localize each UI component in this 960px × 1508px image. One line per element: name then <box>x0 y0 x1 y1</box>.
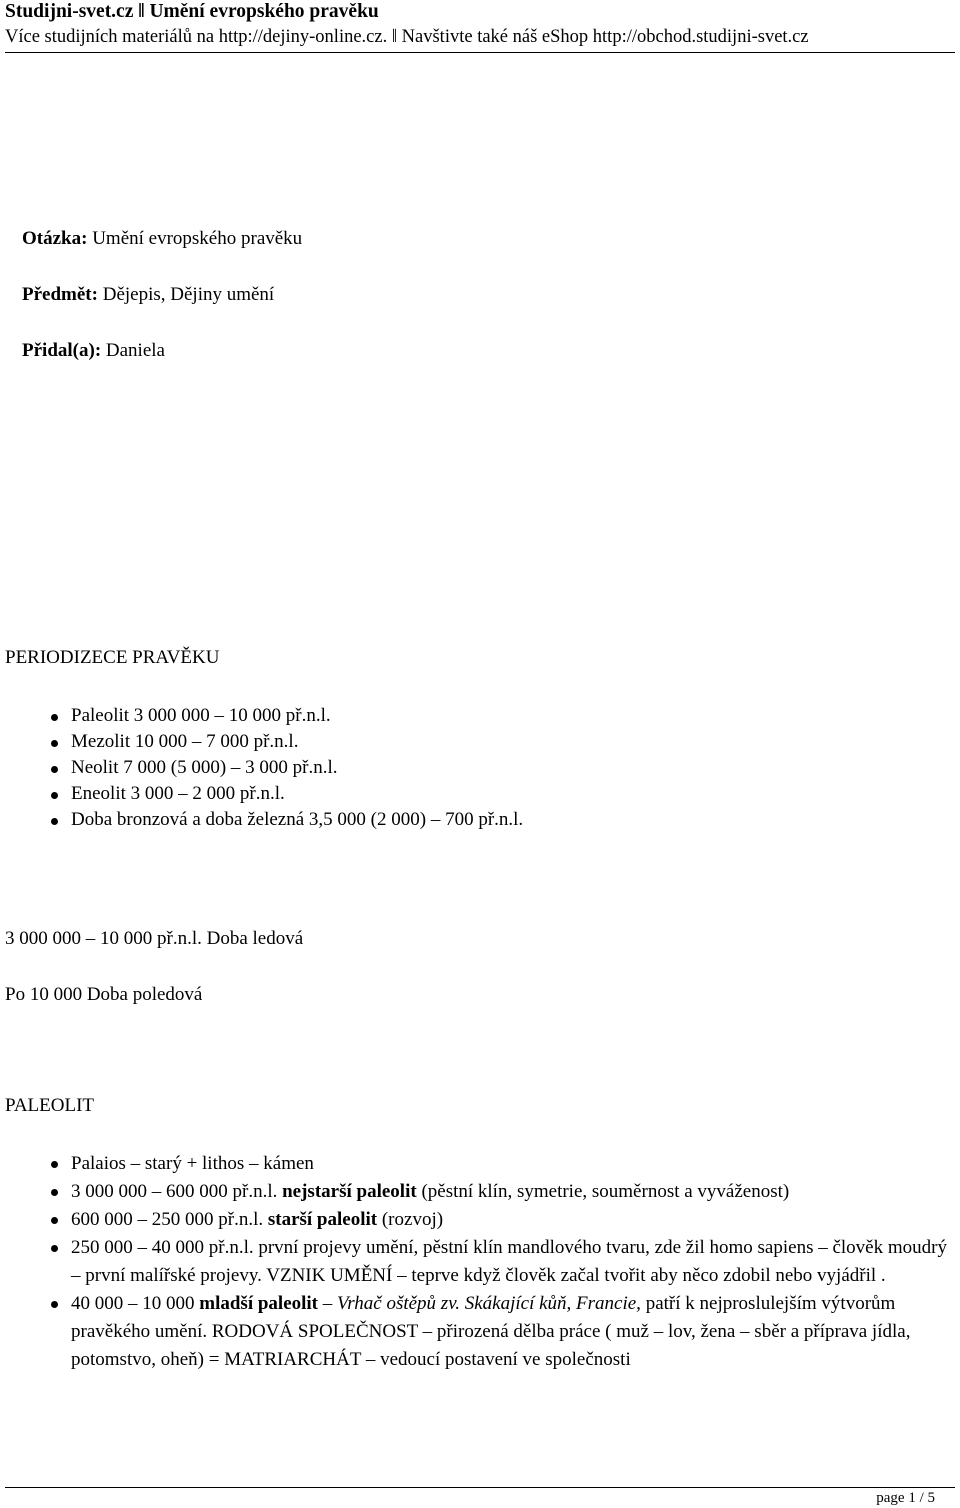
list-item <box>0 1178 960 1206</box>
item-term: mladší paleolit <box>199 1293 319 1314</box>
list-item: 250 000 – 40 000 př.n.l. první projevy umění, pěstní klín mandlového tvaru, zde žil homo sapiens – člověk moudrý – první malířské projevy. VZNIK UMĚNÍ – teprve když člověk začal tvořit aby něco zdobil nebo vyjádřil . <box>0 1234 960 1290</box>
periodization-heading: PERIODIZECE PRAVĚKU <box>5 647 220 668</box>
question-label: Otázka: <box>22 228 88 249</box>
item-text: (pěstní klín, symetrie, souměrnost a vyváženost) <box>416 1181 790 1202</box>
item-text: 3 000 000 – 600 000 př.n.l. <box>71 1181 283 1202</box>
post-ice-age-line: Po 10 000 Doba poledová <box>5 984 203 1005</box>
item-text: 40 000 – 10 000 <box>71 1293 200 1314</box>
item-text: (rozvoj) <box>377 1209 444 1230</box>
subject-value: Dějepis, Dějiny umění <box>102 284 275 305</box>
paleolit-list <box>0 1150 960 1374</box>
header-subtitle: Více studijních materiálů na http://dejiny-online.cz. ǁ Navštivte také náš eShop http://obchod.studijni-svet.cz <box>5 27 809 47</box>
header-divider <box>5 52 955 53</box>
list-item: Neolit 7 000 (5 000) – 3 000 př.n.l. <box>0 755 960 781</box>
list-item: Doba bronzová a doba železná 3,5 000 (2 000) – 700 př.n.l. <box>0 807 960 833</box>
list-item <box>0 1206 960 1234</box>
meta-question <box>22 228 302 250</box>
list-item: Mezolit 10 000 – 7 000 př.n.l. <box>0 729 960 755</box>
author-value: Daniela <box>105 340 165 361</box>
list-item: Palaios – starý + lithos – kámen <box>0 1150 960 1178</box>
item-artwork: Vrhač oštěpů zv. Skákající kůň, Francie, <box>337 1293 641 1314</box>
ice-age-line: 3 000 000 – 10 000 př.n.l. Doba ledová <box>5 928 304 949</box>
list-item <box>0 1290 960 1374</box>
subject-label: Předmět: <box>22 284 98 305</box>
page-number: page 1 / 5 <box>876 1490 935 1506</box>
list-item: Paleolit 3 000 000 – 10 000 př.n.l. <box>0 703 960 729</box>
footer-divider <box>5 1487 955 1488</box>
header-title: Studijni-svet.cz ǁ Umění evropského pravěku <box>5 1 379 22</box>
author-label: Přidal(a): <box>22 340 102 361</box>
item-term: nejstarší paleolit <box>282 1181 417 1202</box>
list-item: Eneolit 3 000 – 2 000 př.n.l. <box>0 781 960 807</box>
meta-subject <box>22 284 274 306</box>
document-header <box>5 0 955 53</box>
document-footer <box>5 1487 955 1506</box>
meta-author <box>22 340 165 362</box>
question-value: Umění evropského pravěku <box>92 228 303 249</box>
item-text: 600 000 – 250 000 př.n.l. <box>71 1209 268 1230</box>
item-text: – <box>318 1293 338 1314</box>
item-term: starší paleolit <box>267 1209 378 1230</box>
paleolit-heading: PALEOLIT <box>5 1095 95 1116</box>
item-text: patří k nejproslulejším výtvorům pravěkého umění. RODOVÁ SPOLEČNOST – přirozená dělba práce ( muž – lov, žena – sběr a příprava jídla, potomstvo, oheň) = MATRIARCHÁT – vedoucí postavení ve společnosti <box>71 1293 911 1370</box>
periodization-list <box>0 703 960 833</box>
